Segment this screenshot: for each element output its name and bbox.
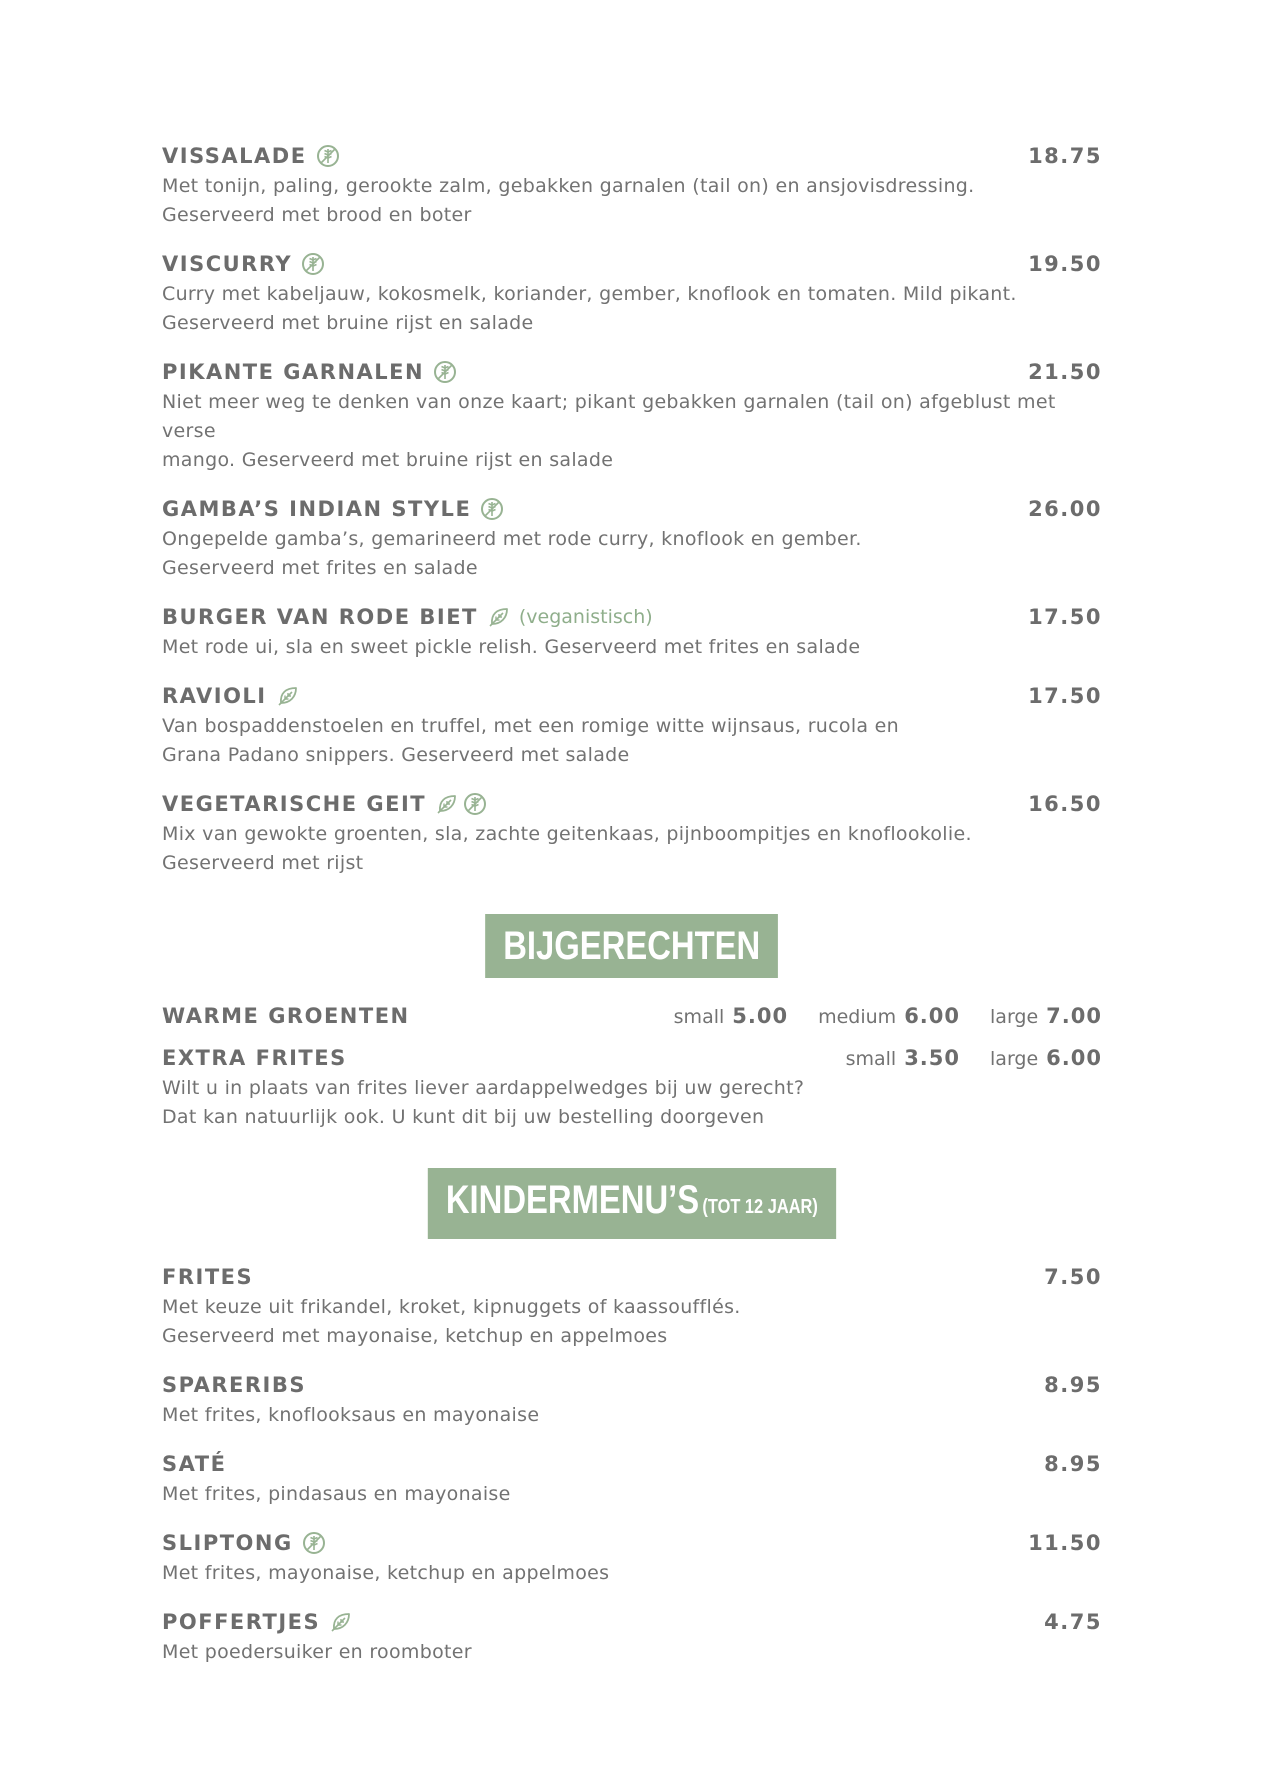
wheat-free-icon bbox=[463, 792, 487, 816]
wheat-free-icon bbox=[301, 252, 325, 276]
item-name: POFFERTJES bbox=[162, 1610, 321, 1634]
item-name: SPARERIBS bbox=[162, 1373, 306, 1397]
section-title: BIJGERECHTEN bbox=[485, 914, 778, 978]
sides-section bbox=[162, 1000, 1102, 1132]
wheat-free-icon bbox=[433, 360, 457, 384]
menu-item bbox=[162, 1369, 1102, 1430]
item-price: 21.50 bbox=[1028, 360, 1102, 384]
item-description: Mix van gewokte groenten, sla, zachte geitenkaas, pijnboompitjes en knoflookolie. Geserveerd met rijst bbox=[162, 823, 972, 874]
leaf-icon bbox=[435, 792, 459, 816]
item-description: Curry met kabeljauw, kokosmelk, koriander, gember, knoflook en tomaten. Mild pikant. Geserveerd met bruine rijst en salade bbox=[162, 283, 1017, 334]
menu-item bbox=[162, 1000, 1102, 1032]
menu-item bbox=[162, 1527, 1102, 1588]
size-label: small bbox=[845, 1048, 897, 1070]
wheat-free-icon bbox=[316, 144, 340, 168]
item-name: BURGER VAN RODE BIET bbox=[162, 605, 478, 629]
size-label: large bbox=[990, 1048, 1039, 1070]
menu-item bbox=[162, 1606, 1102, 1667]
item-description: Ongepelde gamba’s, gemarineerd met rode curry, knoflook en gember. Geserveerd met frites en salade bbox=[162, 528, 862, 579]
item-description: Met poedersuiker en roomboter bbox=[162, 1641, 472, 1663]
size-options bbox=[846, 1046, 1102, 1070]
item-description: Niet meer weg te denken van onze kaart; pikant gebakken garnalen (tail on) afgeblust met verse mango. Geserveerd met bruine rijst en salade bbox=[162, 391, 1056, 471]
item-price: 8.95 bbox=[1044, 1452, 1102, 1476]
kids-section bbox=[162, 1261, 1102, 1667]
menu-item bbox=[162, 248, 1102, 338]
size-options bbox=[674, 1004, 1102, 1028]
item-description: Met frites, pindasaus en mayonaise bbox=[162, 1483, 511, 1505]
menu-page bbox=[162, 140, 1102, 1685]
kids-banner bbox=[162, 1168, 1102, 1239]
item-name: FRITES bbox=[162, 1265, 254, 1289]
menu-item bbox=[162, 1042, 1102, 1132]
item-price: 11.50 bbox=[1028, 1531, 1102, 1555]
item-name: VISSALADE bbox=[162, 144, 307, 168]
item-price: 19.50 bbox=[1028, 252, 1102, 276]
item-description: Wilt u in plaats van frites liever aardappelwedges bij uw gerecht? Dat kan natuurlijk ook. U kunt dit bij uw bestelling doorgeven bbox=[162, 1077, 805, 1128]
size-price: 7.00 bbox=[1046, 1004, 1102, 1028]
item-price: 17.50 bbox=[1028, 605, 1102, 629]
menu-item bbox=[162, 680, 1102, 770]
item-name: EXTRA FRITES bbox=[162, 1046, 347, 1070]
menu-item bbox=[162, 1448, 1102, 1509]
item-name: RAVIOLI bbox=[162, 684, 267, 708]
mains-section bbox=[162, 140, 1102, 878]
item-name: VEGETARISCHE GEIT bbox=[162, 792, 427, 816]
size-price: 6.00 bbox=[904, 1004, 961, 1028]
item-name: GAMBA’S INDIAN STYLE bbox=[162, 497, 472, 521]
item-name: VISCURRY bbox=[162, 252, 293, 276]
size-price: 6.00 bbox=[1046, 1046, 1102, 1070]
item-description: Met tonijn, paling, gerookte zalm, gebakken garnalen (tail on) en ansjovisdressing. Geserveerd met brood en boter bbox=[162, 175, 975, 226]
menu-item bbox=[162, 1261, 1102, 1351]
item-price: 26.00 bbox=[1028, 497, 1102, 521]
menu-item bbox=[162, 601, 1102, 662]
item-price: 16.50 bbox=[1028, 792, 1102, 816]
item-name: PIKANTE GARNALEN bbox=[162, 360, 425, 384]
leaf-icon bbox=[276, 684, 300, 708]
section-title: KINDERMENU’S (TOT 12 JAAR) bbox=[428, 1168, 836, 1239]
leaf-icon bbox=[329, 1610, 353, 1634]
size-label: medium bbox=[818, 1006, 897, 1028]
size-price: 5.00 bbox=[732, 1004, 789, 1028]
item-price: 18.75 bbox=[1028, 144, 1102, 168]
section-subtitle: (TOT 12 JAAR) bbox=[702, 1196, 818, 1218]
menu-item bbox=[162, 356, 1102, 475]
item-price: 4.75 bbox=[1044, 1610, 1102, 1634]
item-price: 8.95 bbox=[1044, 1373, 1102, 1397]
menu-item bbox=[162, 493, 1102, 583]
item-price: 7.50 bbox=[1044, 1265, 1102, 1289]
menu-item bbox=[162, 788, 1102, 878]
menu-item bbox=[162, 140, 1102, 230]
item-description: Met rode ui, sla en sweet pickle relish. Geserveerd met frites en salade bbox=[162, 636, 861, 658]
size-label: large bbox=[990, 1006, 1039, 1028]
item-price: 17.50 bbox=[1028, 684, 1102, 708]
wheat-free-icon bbox=[302, 1531, 326, 1555]
item-name: SLIPTONG bbox=[162, 1531, 293, 1555]
item-description: Van bospaddenstoelen en truffel, met een romige witte wijnsaus, rucola en Grana Padano snippers. Geserveerd met salade bbox=[162, 715, 900, 766]
wheat-free-icon bbox=[480, 497, 504, 521]
item-name: WARME GROENTEN bbox=[162, 1004, 410, 1028]
size-label: small bbox=[673, 1006, 725, 1028]
leaf-icon bbox=[487, 605, 511, 629]
sides-banner bbox=[162, 914, 1102, 978]
item-description: Met frites, knoflooksaus en mayonaise bbox=[162, 1404, 540, 1426]
size-price: 3.50 bbox=[904, 1046, 961, 1070]
item-description: Met frites, mayonaise, ketchup en appelmoes bbox=[162, 1562, 610, 1584]
item-description: Met keuze uit frikandel, kroket, kipnuggets of kaassoufflés. Geserveerd met mayonaise, ketchup en appelmoes bbox=[162, 1296, 741, 1347]
item-name: SATÉ bbox=[162, 1452, 227, 1476]
item-note: (veganistisch) bbox=[518, 606, 653, 628]
